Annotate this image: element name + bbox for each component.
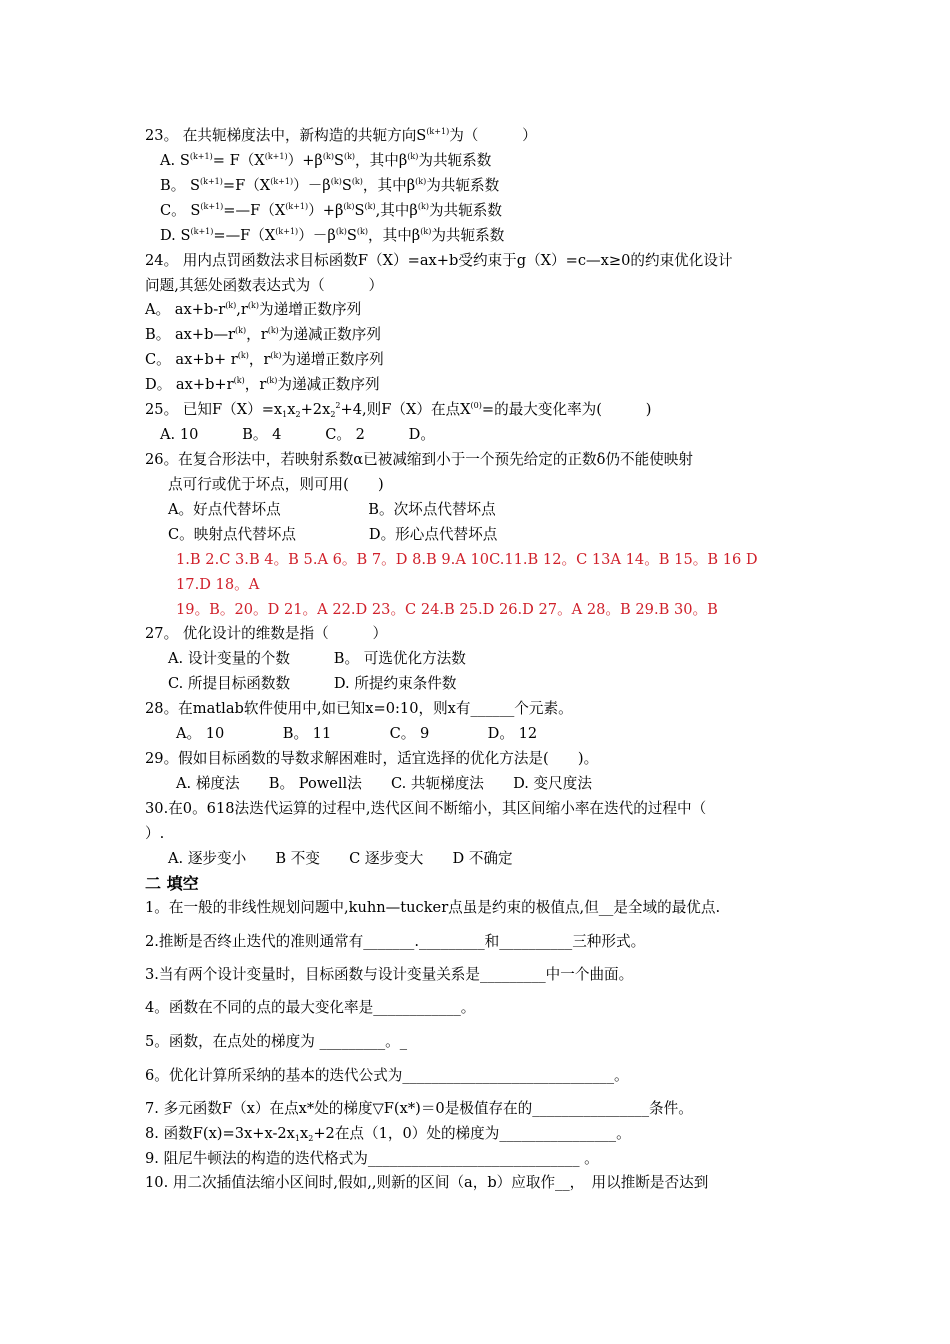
- question-24-stem-cont: 问题,其惩处函数表达式为（ ）: [145, 277, 384, 294]
- question-23-option-c: C。 $S^{(k+1)}=—F(X^{(k+1)})+\beta^{(k)}S^{(k)}$,其中$\beta^{(k)}$为共轭系数: [160, 202, 502, 219]
- fill-question-8: 8. 函数$F(x)=3x+x-2x_1x_2+2$在点（1，0）处的梯度为________________。: [145, 1125, 631, 1143]
- question-23-option-a: A. $S^{(k+1)}= F(X^{(k+1)})+\beta^{(k)}S^{(k)}$，其中$\beta^{(k)}$为共轭系数: [160, 152, 492, 169]
- question-25-options: A. 10 B。 4 C。 2 D。: [160, 426, 435, 443]
- question-23-option-d: D. $S^{(k+1)}=—F(X^{(k+1)})-\beta^{(k)}S^{(k)}$，其中$\beta^{(k)}$为共轭系数: [160, 227, 505, 244]
- fill-question-1: 1。在一般的非线性规划问题中,kuhn—tucker点虽是约束的极值点,但__是全域的最优点.: [145, 899, 721, 916]
- fill-question-5: 5。函数，在点处的梯度为 _________。_: [145, 1033, 408, 1050]
- question-24-option-a: A。 $ax+b-r^{(k)},r^{(k)}$为递增正数序列: [145, 301, 362, 318]
- answer-key-line-1: 1.B 2.C 3.B 4。B 5.A 6。B 7。D 8.B 9.A 10C.11.B 12。C 13A 14。B 15。B 16 D: [176, 551, 758, 568]
- question-24-stem: 24。 用内点罚函数法求目标函数F（X）=ax+b受约束于g（X）=c—x≥0的约束优化设计: [145, 252, 733, 269]
- fill-question-10: 10. 用二次插值法缩小区间时,假如,,则新的区间（a，b）应取作__， 用以推断是否达到: [145, 1174, 709, 1191]
- question-25-stem: 25。 已知$F(X)=x_1x_2+2x_2^2+4$,则F（X）在点$X^{(0)}=$的最大变化率为( ): [145, 401, 652, 419]
- question-27-options-cd: C. 所提目标函数数 D. 所提约束条件数: [168, 675, 457, 692]
- question-29-options: A. 梯度法 B。 Powell法 C. 共轭梯度法 D. 变尺度法: [176, 775, 592, 792]
- fill-question-6: 6。优化计算所采纳的基本的迭代公式为_____________________________。: [145, 1067, 629, 1084]
- question-26-options-ab: A。好点代替坏点 B。次坏点代替坏点: [168, 501, 496, 518]
- section-heading-fill-in: 二 填空: [145, 874, 199, 893]
- question-29-stem: 29。假如目标函数的导数求解困难时，适宜选择的优化方法是( )。: [145, 750, 599, 767]
- fill-question-9: 9. 阻尼牛顿法的构造的迭代格式为_____________________________ 。: [145, 1150, 599, 1167]
- question-24-option-c: C。 $ax+b+ r^{(k)}$，$r^{(k)}$为递增正数序列: [145, 351, 384, 368]
- question-23-stem: 23。 在共轭梯度法中，新构造的共轭方向$S^{(k+1)}$为（ ）: [145, 127, 537, 144]
- question-26-stem-cont: 点可行或优于坏点，则可用( ): [168, 476, 384, 493]
- question-30-options: A. 逐步变小 B 不变 C 逐步变大 D 不确定: [168, 850, 513, 867]
- question-28-options: A。 10 B。 11 C。 9 D。 12: [176, 725, 538, 742]
- fill-question-4: 4。函数在不同的点的最大变化率是____________。: [145, 999, 476, 1016]
- fill-question-7: 7. 多元函数F（x）在点x*处的梯度▽F(x*)＝0是极值存在的________________条件。: [145, 1100, 693, 1117]
- question-27-options-ab: A. 设计变量的个数 B。 可选优化方法数: [168, 650, 466, 667]
- question-23-option-b: B。 $S^{(k+1)}=F(X^{(k+1)})-\beta^{(k)}S^{(k)}$，其中$\beta^{(k)}$为共轭系数: [160, 177, 500, 194]
- question-24-option-b: B。 $ax+b—r^{(k)}$，$r^{(k)}$为递减正数序列: [145, 326, 381, 343]
- question-26-options-cd: C。映射点代替坏点 D。形心点代替坏点: [168, 526, 498, 543]
- question-30-stem: 30.在0。618法迭代运算的过程中,迭代区间不断缩小，其区间缩小率在迭代的过程中（: [145, 800, 707, 817]
- question-30-stem-cont: ）.: [145, 825, 165, 842]
- fill-question-2: 2.推断是否终止迭代的准则通常有_______._________和__________三种形式。: [145, 933, 646, 950]
- fill-question-3: 3.当有两个设计变量时，目标函数与设计变量关系是_________中一个曲面。: [145, 966, 634, 983]
- question-26-stem: 26。在复合形法中，若映射系数α已被减缩到小于一个预先给定的正数δ仍不能使映射: [145, 451, 693, 468]
- question-24-option-d: D。 $ax+b+r^{(k)}$，$r^{(k)}$为递减正数序列: [145, 376, 380, 393]
- question-28-stem: 28。在matlab软件使用中,如已知x=0:10，则x有______个元素。: [145, 700, 573, 717]
- answer-key-line-3: 19。B。20。D 21。A 22.D 23。C 24.B 25.D 26.D 27。A 28。B 29.B 30。B: [176, 601, 718, 618]
- question-27-stem: 27。 优化设计的维数是指（ ）: [145, 625, 388, 642]
- answer-key-line-2: 17.D 18。A: [176, 576, 260, 593]
